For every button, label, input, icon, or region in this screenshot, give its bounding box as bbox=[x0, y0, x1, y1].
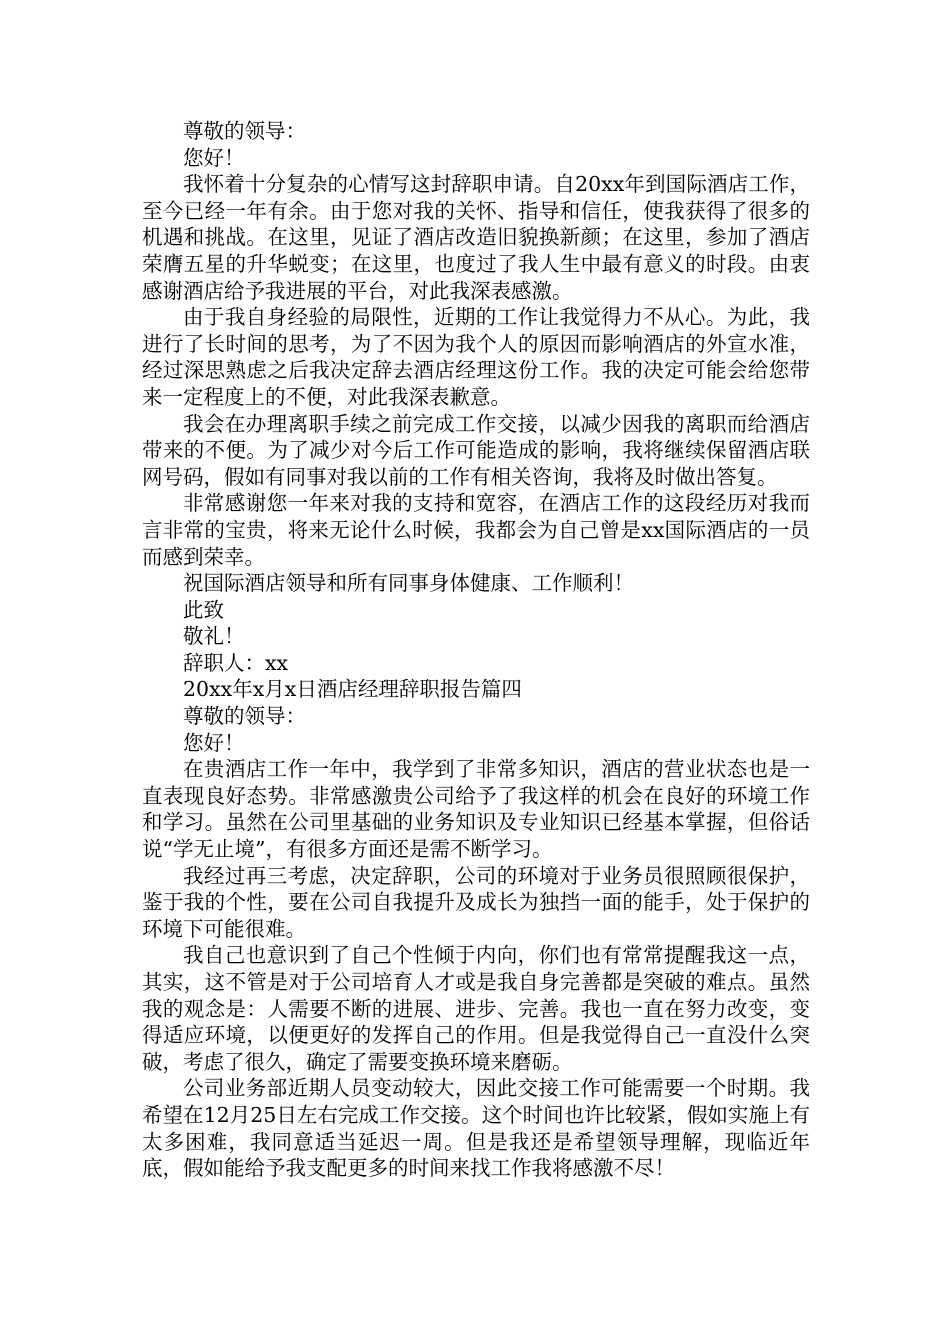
closing: 此致 bbox=[183, 597, 224, 622]
signature: 辞职人：xx bbox=[183, 650, 289, 675]
closing-salute: 敬礼！ bbox=[183, 624, 245, 649]
body-paragraph: 由于我自身经验的局限性，近期的工作让我觉得力不从心。为此，我进行了长时间的思考，为了不因为我个人的原因而影响酒店的外宣水准，经过深思熟虑之后我决定辞去酒店经理这份工作。我的决定可能会给您带来一定程度上的不便，对此我深表歉意。 bbox=[142, 305, 810, 409]
date-and-section-title: 20xx年x月x日酒店经理辞职报告篇四 bbox=[183, 677, 522, 702]
greeting: 您好！ bbox=[183, 730, 245, 755]
body-paragraph: 我怀着十分复杂的心情写这封辞职申请。自20xx年到国际酒店工作，至今已经一年有余。由于您对我的关怀、指导和信任，使我获得了很多的机遇和挑战。在这里，见证了酒店改造旧貌换新颜；在这里，参加了酒店荣膺五星的升华蜕变；在这里，也度过了我人生中最有意义的时段。由衷感谢酒店给予我进展的平台，对此我深表感激。 bbox=[142, 172, 810, 303]
body-paragraph: 公司业务部近期人员变动较大，因此交接工作可能需要一个时期。我希望在12月25日左右完成工作交接。这个时间也许比较紧，假如实施上有太多困难，我同意适当延迟一周。但是我还是希望领导理解，现临近年底，假如能给予我支配更多的时间来找工作我将感激不尽！ bbox=[142, 1076, 810, 1181]
salutation: 尊敬的领导： bbox=[183, 119, 306, 143]
body-paragraph: 我会在办理离职手续之前完成工作交接，以减少因我的离职而给酒店带来的不便。为了减少对今后工作可能造成的影响，我将继续保留酒店联网号码，假如有同事对我以前的工作有相关咨询，我将及时做出答复。 bbox=[142, 411, 810, 489]
greeting: 您好！ bbox=[183, 145, 245, 170]
body-paragraph: 非常感谢您一年来对我的支持和宽容，在酒店工作的这段经历对我而言非常的宝贵，将来无论什么时候，我都会为自己曾是xx国际酒店的一员而感到荣幸。 bbox=[142, 491, 810, 569]
wishes: 祝国际酒店领导和所有同事身体健康、工作顺利！ bbox=[183, 571, 634, 596]
salutation: 尊敬的领导： bbox=[183, 704, 306, 729]
body-paragraph: 我自己也意识到了自己个性倾于内向，你们也有常常提醒我这一点，其实，这不管是对于公司培育人才或是我自身完善都是突破的难点。虽然我的观念是：人需要不断的进展、进步、完善。我也一直在努力改变，变得适应环境，以便更好的发挥自己的作用。但是我觉得自己一直没什么突破，考虑了很久，确定了需要变换环境来磨砺。 bbox=[142, 943, 810, 1074]
body-paragraph: 在贵酒店工作一年中，我学到了非常多知识，酒店的营业状态也是一直表现良好态势。非常感激贵公司给予了我这样的机会在良好的环境工作和学习。虽然在公司里基础的业务知识及专业知识已经基本掌握，但俗话说“学无止境”，有很多方面还是需不断学习。 bbox=[142, 757, 810, 862]
document-body bbox=[142, 118, 810, 1182]
body-paragraph: 我经过再三考虑，决定辞职，公司的环境对于业务员很照顾很保护，鉴于我的个性，要在公司自我提升及成长为独挡一面的能手，处于保护的环境下可能很难。 bbox=[142, 863, 810, 941]
